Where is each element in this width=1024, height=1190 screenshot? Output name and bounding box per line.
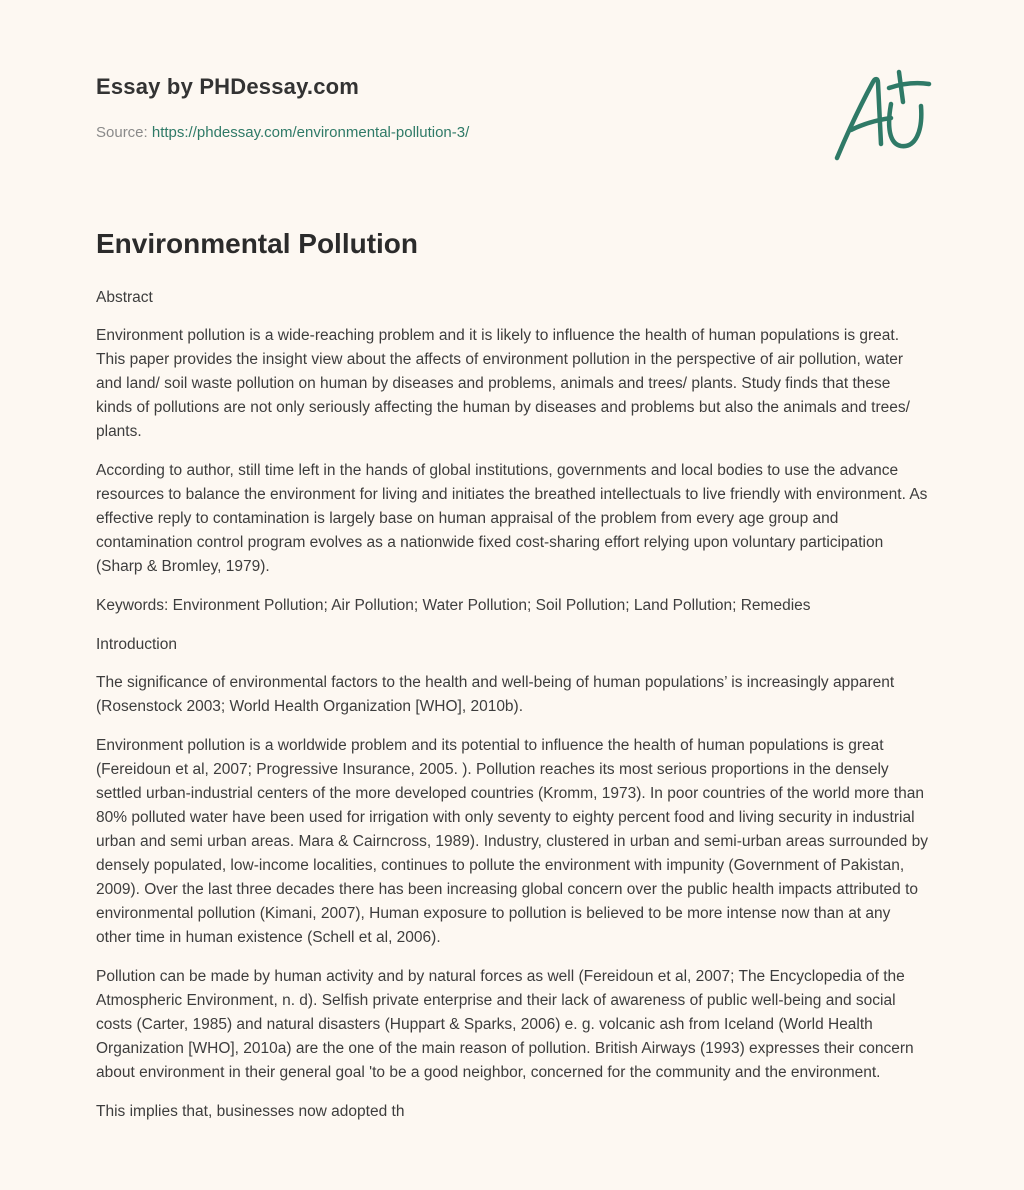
abstract-paragraph-2: According to author, still time left in the hands of global institutions, governments and local bodies to use the advance resources to balance the environment for living and initiates the breathed intellectuals to live friendly with environment. As effective reply to contamination is largely base on human appraisal of the problem from every age group and contamination control program evolves as a nationwide fixed cost-sharing effort relying upon voluntary participation (Sharp & Bromley, 1979). — [96, 462, 928, 575]
abstract-paragraph-1: Environment pollution is a wide-reaching problem and it is likely to influence the health of human populations is great. This paper provides the insight view about the affects of environment pollution in the perspective of air pollution, water and land/ soil waste pollution on human by diseases and problems, animals and trees/ plants. Study finds that these kinds of pollutions are not only seriously affecting the human by diseases and problems but also the animals and trees/ plants. — [96, 327, 910, 440]
introduction-paragraph-4: This implies that, businesses now adopted th — [96, 1103, 405, 1120]
a-plus-logo-icon — [829, 66, 933, 166]
header — [96, 0, 928, 200]
introduction-paragraph-1: The significance of environmental factors to the health and well-being of human populations’ is increasingly apparent (Rosenstock 2003; World Health Organization [WHO], 2010b). — [96, 674, 895, 715]
site-title: Essay by PHDessay.com — [96, 74, 360, 99]
source-link[interactable]: https://phdessay.com/environmental-pollution-3/ — [151, 124, 470, 141]
essay-title: Environmental Pollution — [96, 228, 419, 259]
source-label: Source: — [96, 124, 148, 141]
introduction-paragraph-3: Pollution can be made by human activity and by natural forces as well (Fereidoun et al, 2007; The Encyclopedia of the Atmospheric Environment, n. d). Selfish private enterprise and their lack of awareness of public well-being and social costs (Carter, 1985) and natural disasters (Huppart & Sparks, 2006) e. g. volcanic ash from Iceland (World Health Organization [WHO], 2010a) are the one of the main reason of pollution. British Airways (1993) expresses their concern about environment in their general goal 'to be a good neighbor, concerned for the community and the environment. — [96, 968, 914, 1081]
introduction-paragraph-2: Environment pollution is a worldwide problem and its potential to influence the health of human populations is great (Fereidoun et al, 2007; Progressive Insurance, 2005. ). Pollution reaches its most serious proportions in the densely settled urban-industrial centers of the more developed countries (Kromm, 1973). In poor countries of the world more than 80% polluted water have been used for irrigation with only seventy to eighty percent food and living security in industrial urban and semi urban areas. Mara & Cairncross, 1989). Industry, clustered in urban and semi-urban areas surrounded by densely populated, low-income localities, continues to pollute the environment with impunity (Government of Pakistan, 2009). Over the last three decades there has been increasing global concern over the public health impacts attributed to environmental pollution (Kimani, 2007), Human exposure to pollution is believed to be more intense now than at any other time in human existence (Schell et al, 2006). — [96, 737, 928, 946]
keywords: Keywords: Environment Pollution; Air Pollution; Water Pollution; Soil Pollution; Land Pollution; Remedies — [96, 597, 811, 614]
abstract-heading: Abstract — [96, 289, 153, 306]
source-line — [96, 124, 469, 141]
introduction-heading: Introduction — [96, 636, 177, 653]
